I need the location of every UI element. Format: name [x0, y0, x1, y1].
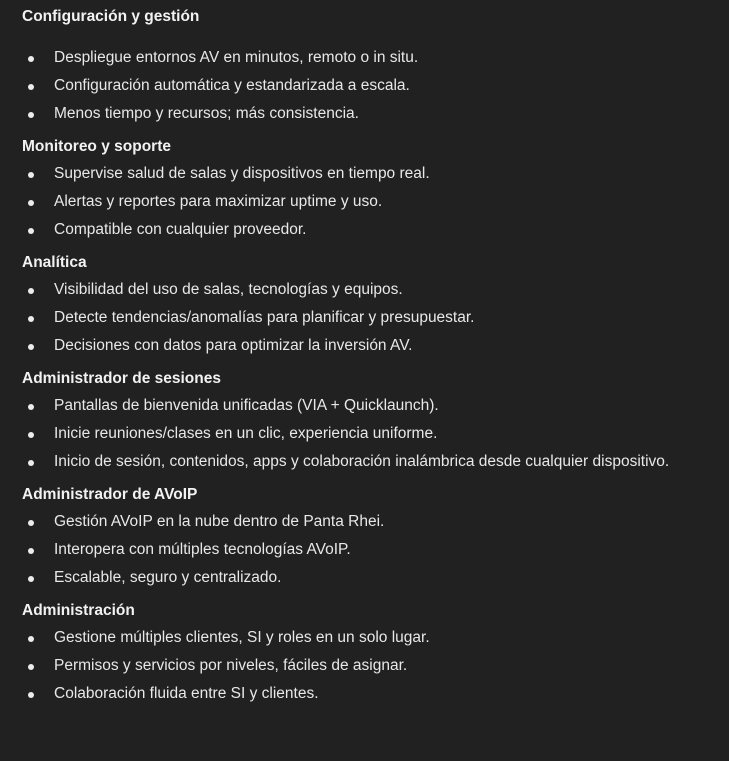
- list-item: [22, 72, 729, 100]
- section-title: Monitoreo y soporte: [22, 138, 171, 155]
- bullet-icon: [28, 172, 34, 178]
- bullet-list: [22, 276, 729, 360]
- bullet-list: [22, 508, 729, 592]
- list-item-text: Compatible con cualquier proveedor.: [54, 221, 307, 238]
- list-item-text: Visibilidad del uso de salas, tecnologías y equipos.: [54, 281, 403, 298]
- list-item: [22, 680, 729, 708]
- section-title: Configuración y gestión: [22, 8, 200, 25]
- bullet-list: [22, 160, 729, 244]
- list-item-text: Gestión AVoIP en la nube dentro de Panta Rhei.: [54, 513, 385, 530]
- list-item: [22, 564, 729, 592]
- bullet-icon: [28, 548, 34, 554]
- list-item: [22, 216, 729, 244]
- list-item: [22, 652, 729, 680]
- list-item-text: Permisos y servicios por niveles, fáciles de asignar.: [54, 657, 408, 674]
- section-title: Administrador de sesiones: [22, 370, 221, 387]
- list-item-text: Decisiones con datos para optimizar la inversión AV.: [54, 337, 413, 354]
- list-item: [22, 536, 729, 564]
- list-item-text: Escalable, seguro y centralizado.: [54, 569, 282, 586]
- section-administrador-sesiones: [22, 369, 729, 476]
- list-item-text: Gestione múltiples clientes, SI y roles en un solo lugar.: [54, 629, 430, 646]
- list-item: [22, 448, 729, 476]
- bullet-list: [22, 44, 729, 128]
- bullet-icon: [28, 316, 34, 322]
- bullet-icon: [28, 56, 34, 62]
- list-item-text: Inicio de sesión, contenidos, apps y colaboración inalámbrica desde cualquier dispositivo.: [54, 453, 670, 470]
- list-item: [22, 624, 729, 652]
- list-item-text: Interopera con múltiples tecnologías AVoIP.: [54, 541, 351, 558]
- list-item-text: Detecte tendencias/anomalías para planificar y presupuestar.: [54, 309, 475, 326]
- bullet-icon: [28, 664, 34, 670]
- list-item: [22, 44, 729, 72]
- list-item: [22, 160, 729, 188]
- list-item: [22, 332, 729, 360]
- list-item-text: Despliegue entornos AV en minutos, remoto o in situ.: [54, 49, 419, 66]
- list-item-text: Menos tiempo y recursos; más consistencia.: [54, 105, 359, 122]
- bullet-icon: [28, 636, 34, 642]
- list-item: [22, 420, 729, 448]
- bullet-list: [22, 392, 729, 476]
- bullet-icon: [28, 404, 34, 410]
- list-item: [22, 276, 729, 304]
- bullet-icon: [28, 288, 34, 294]
- list-item-text: Pantallas de bienvenida unificadas (VIA + Quicklaunch).: [54, 397, 439, 414]
- section-title: Administración: [22, 602, 135, 619]
- bullet-icon: [28, 432, 34, 438]
- list-item: [22, 188, 729, 216]
- bullet-icon: [28, 576, 34, 582]
- section-title: Analítica: [22, 254, 87, 271]
- section-monitoreo: [22, 137, 729, 244]
- list-item-text: Alertas y reportes para maximizar uptime y uso.: [54, 193, 383, 210]
- list-item-text: Colaboración fluida entre SI y clientes.: [54, 685, 319, 702]
- section-administracion: [22, 601, 729, 708]
- list-item: [22, 508, 729, 536]
- list-item-text: Inicie reuniones/clases en un clic, experiencia uniforme.: [54, 425, 438, 442]
- list-item-text: Configuración automática y estandarizada a escala.: [54, 77, 410, 94]
- bullet-list: [22, 624, 729, 708]
- bullet-icon: [28, 460, 34, 466]
- section-configuracion: [22, 7, 729, 128]
- section-administrador-avoip: [22, 485, 729, 592]
- section-analitica: [22, 253, 729, 360]
- list-item: [22, 100, 729, 128]
- list-item: [22, 304, 729, 332]
- bullet-icon: [28, 520, 34, 526]
- bullet-icon: [28, 692, 34, 698]
- bullet-icon: [28, 228, 34, 234]
- bullet-icon: [28, 84, 34, 90]
- section-title: Administrador de AVoIP: [22, 486, 198, 503]
- list-item: [22, 392, 729, 420]
- bullet-icon: [28, 344, 34, 350]
- bullet-icon: [28, 200, 34, 206]
- bullet-icon: [28, 112, 34, 118]
- list-item-text: Supervise salud de salas y dispositivos en tiempo real.: [54, 165, 430, 182]
